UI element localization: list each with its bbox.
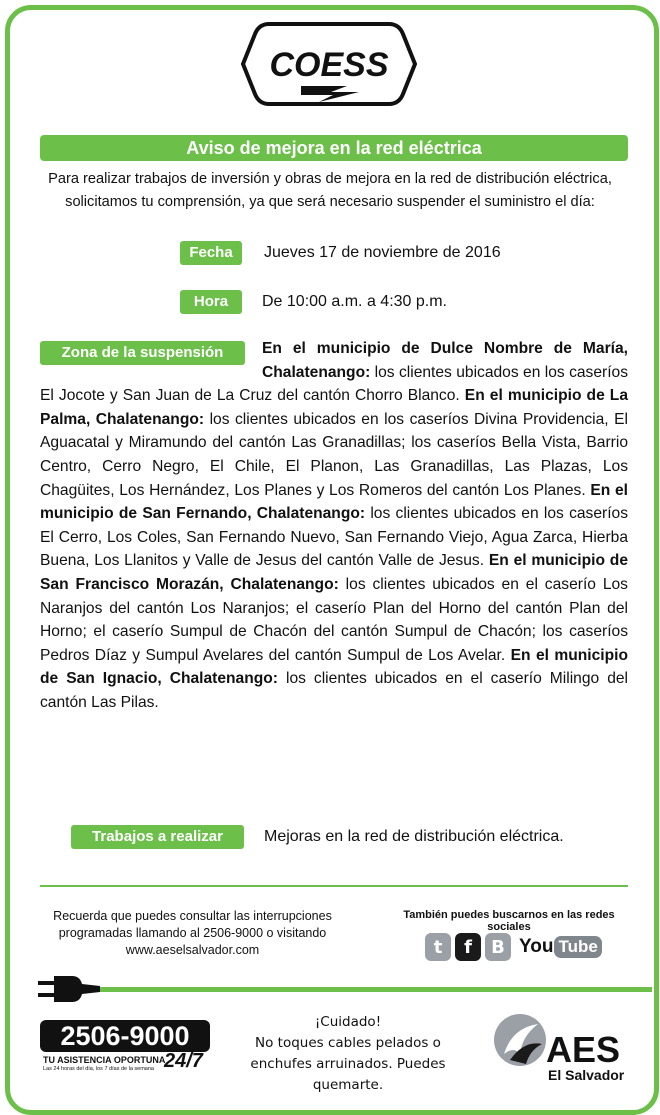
facebook-icon[interactable]: f: [455, 933, 481, 961]
social-title: También puedes buscarnos en las redes sociales: [403, 909, 615, 933]
youtube-tube: Tube: [554, 936, 601, 958]
consult-line-1: Recuerda que puedes consultar las interrupciones: [53, 909, 332, 923]
trabajos-value: Mejoras en la red de distribución eléctrica.: [264, 828, 564, 845]
intro-text: Para realizar trabajos de inversión y obras de mejora en la red de distribución eléctrica, solicitamos tu comprensión, ya que será necesario suspender el suministro el día:: [48, 171, 612, 210]
zona-label: Zona de la suspensión: [40, 341, 245, 365]
aes-logo: [490, 1010, 630, 1085]
notice-title: Aviso de mejora en la red eléctrica: [40, 135, 628, 161]
consult-line-2: programadas llamando al 2506-9000 o visitando: [58, 926, 327, 940]
youtube-icon[interactable]: [519, 936, 602, 958]
fecha-value: Jueves 17 de noviembre de 2016: [264, 244, 501, 261]
social-icons: [425, 932, 602, 962]
assist-247: 24/7: [164, 1050, 203, 1072]
hora-label: Hora: [180, 290, 242, 314]
caution-title: ¡Cuidado!: [314, 1014, 382, 1030]
svg-text:El Salvador: El Salvador: [548, 1067, 625, 1083]
zone-municipio-5: En el municipio de San Ignacio, Chalatenango:: [40, 646, 628, 688]
cable-line: [92, 987, 652, 992]
zone-municipio-4: En el municipio de San Francisco Morazán, Chalatenango:: [40, 552, 629, 593]
svg-text:COESS: COESS: [269, 46, 389, 84]
twitter-icon[interactable]: t: [425, 933, 451, 961]
zone-text-5: los clientes ubicados en el caserío Milingo del cantón Las Pilas.: [40, 670, 628, 711]
plug-icon: [38, 972, 100, 1006]
zone-text-2: los clientes ubicados en los caseríos Divina Providencia, El Aguacatal y Miramundo del cantón Las Granadillas; los caseríos Bella Vista, Barrio Centro, Cerro Negro, El Chile, El Planon, Las Granadillas, Las Plazas, Los Chagüites, Los Hernández, Los Planes y Los Romeros del cantón Los Planes.: [40, 410, 628, 499]
zone-municipio-3: En el municipio de San Fernando, Chalatenango:: [40, 481, 628, 523]
divider: [40, 885, 628, 887]
svg-text:AES: AES: [546, 1029, 621, 1070]
zone-text-1: los clientes ubicados en los caseríos El Jocote y San Juan de La Cruz del cantón Chorro Blanco.: [40, 363, 628, 405]
trabajos-label: Trabajos a realizar: [71, 825, 244, 849]
youtube-you: You: [519, 936, 554, 957]
fecha-label: Fecha: [180, 241, 242, 265]
consult-info: [30, 908, 355, 959]
zone-section: [40, 337, 628, 715]
caution-message: [233, 1012, 463, 1096]
zone-municipio-2: En el municipio de La Palma, Chalatenango:: [40, 387, 628, 428]
zone-text-4: los clientes ubicados en el caserío Los Naranjos del cantón Los Naranjos; el caserío Plan del Horno del cantón Plan del Horno; el caserío Sumpul de Chacón del cantón Sumpul de Chacón; los caseríos Pedros Díaz y Sumpul Avelares del cantón Sumpul de Los Avelar.: [40, 575, 628, 664]
assist-text: TU ASISTENCIA OPORTUNA: [43, 1055, 166, 1065]
zone-municipio-1: En el municipio de Dulce Nombre de María, Chalatenango:: [262, 340, 628, 381]
zone-text-3: los clientes ubicados en los caseríos El Cerro, Los Coles, San Fernando Nuevo, San Fernando Viejo, Agua Zarca, Hierba Buena, Los Llanitos y Valle de Jesus del cantón Valle de Jesus.: [40, 505, 629, 570]
caution-text: No toques cables pelados o enchufes arruinados. Puedes quemarte.: [250, 1035, 446, 1093]
website-link[interactable]: www.aeselsalvador.com: [125, 943, 260, 957]
hora-value: De 10:00 a.m. a 4:30 p.m.: [262, 293, 447, 310]
assist-small-text: Las 24 horas del día, los 7 días de la semana: [43, 1066, 154, 1072]
phone-number: 2506-9000: [40, 1020, 210, 1052]
coess-logo: [239, 16, 419, 112]
blogger-icon[interactable]: B: [485, 933, 511, 961]
